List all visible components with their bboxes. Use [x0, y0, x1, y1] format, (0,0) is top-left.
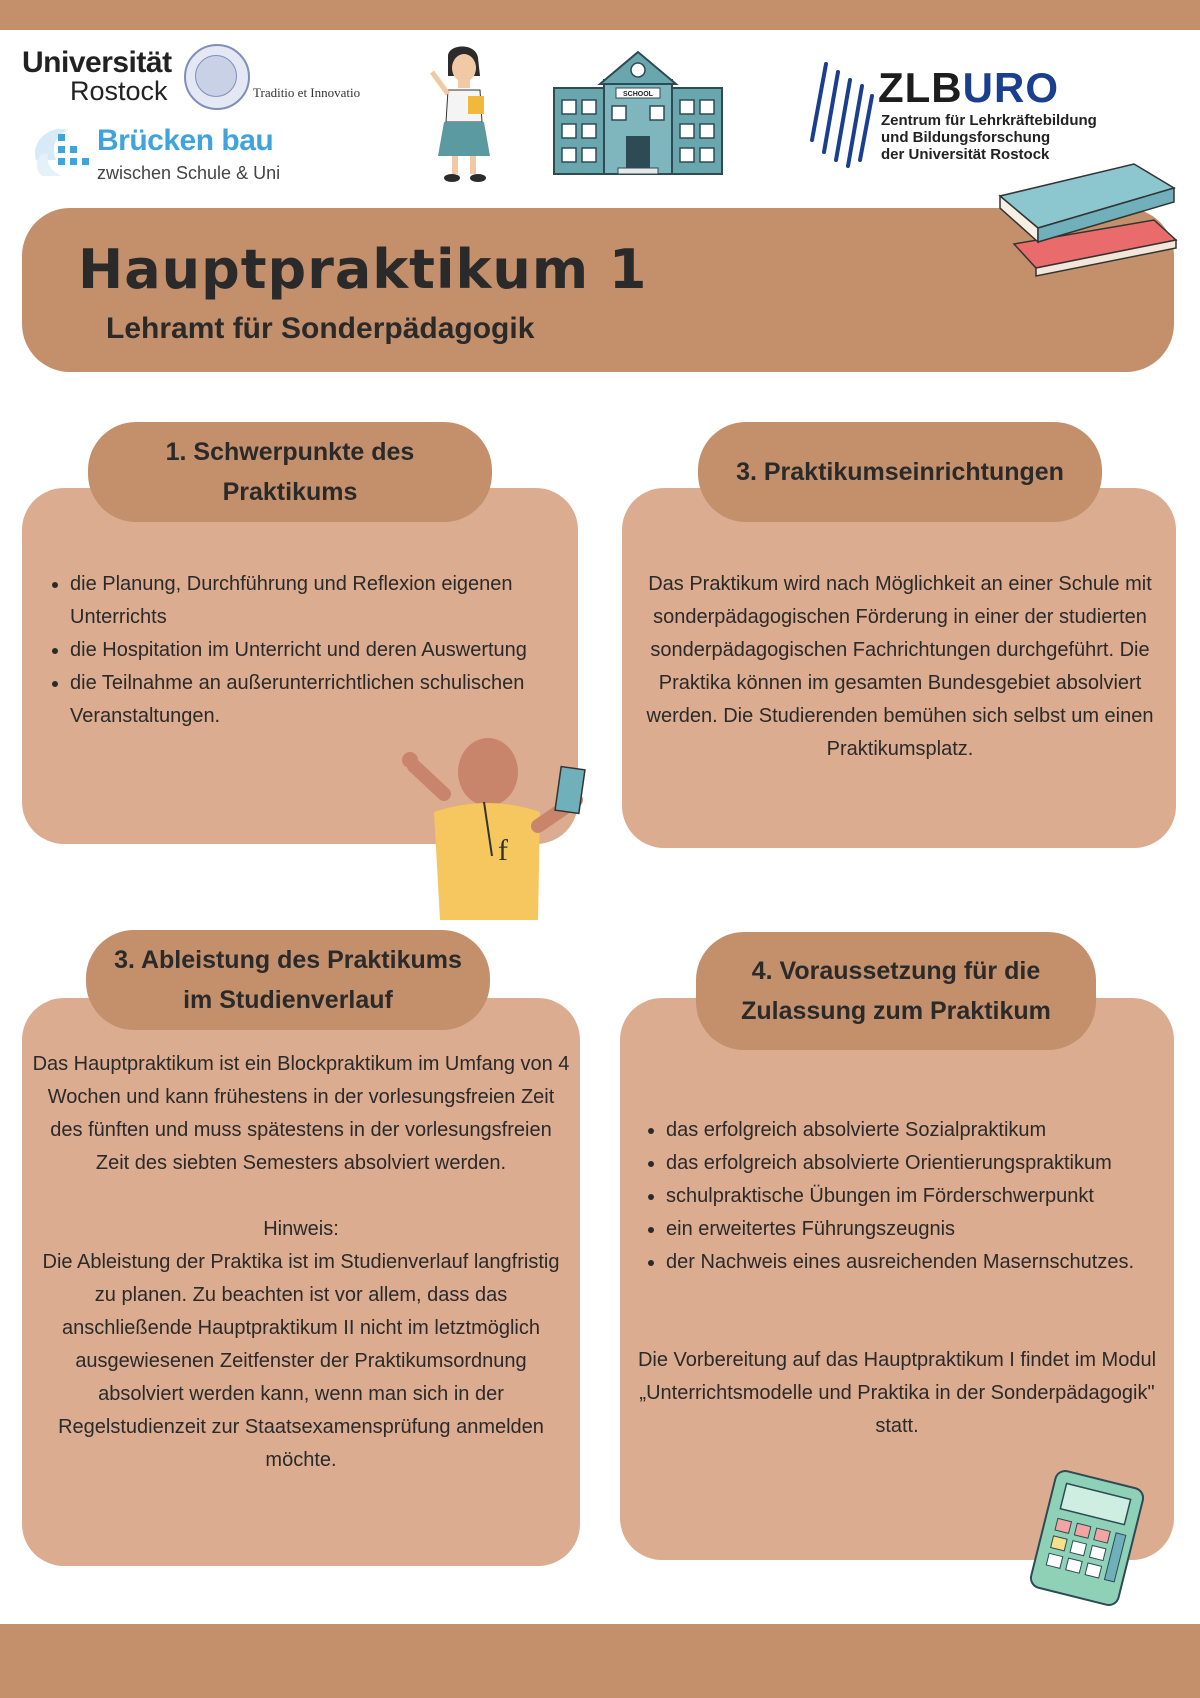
brueckenbau-title: Brücken bau	[97, 124, 274, 157]
section-3-note-label: Hinweis:	[263, 1218, 339, 1240]
section-3-note-body: Die Ableistung der Praktika ist im Studienverlauf langfristig zu planen. Zu beachten ist vor allem, dass das anschließende Hauptpraktikum II nicht im letztmöglich ausgewiesenen Zeitfenster der Praktikumsordnung absolviert werden kann, wenn man sich in der Regelstudienzeit zur Staatsexamensprüfung anmelden möchte.	[42, 1251, 560, 1471]
list-item: • die Hospitation im Unterricht und deren Auswertung	[70, 634, 566, 667]
top-band	[0, 0, 1200, 30]
university-logo	[22, 48, 172, 104]
student-girl-illustration	[430, 42, 500, 184]
section-4-footer: Die Vorbereitung auf das Hauptpraktikum I findet im Modul „Unterrichtsmodelle und Praktika in der Sonderpädagogik" statt.	[637, 1349, 1157, 1437]
zlburo-subtitle: Zentrum für Lehrkräftebildung und Bildungsforschung der Universität Rostock	[881, 112, 1097, 163]
section-1-heading: 1. Schwerpunkte des Praktikums	[88, 422, 492, 522]
books-stack-illustration	[994, 158, 1178, 278]
university-name-line1: Universität	[22, 46, 172, 79]
school-sign-text: SCHOOL	[623, 91, 653, 98]
list-item: • ein erweitertes Führungszeugnis	[666, 1213, 1172, 1246]
list-item: • der Nachweis eines ausreichenden Masernschutzes.	[666, 1246, 1172, 1279]
section-1-content	[46, 568, 566, 733]
bottom-band	[0, 1624, 1200, 1698]
teacher-illustration	[388, 738, 604, 920]
brueckenbau-logo-icon	[28, 120, 92, 186]
university-name-line2: Rostock	[70, 76, 168, 106]
list-item: • schulpraktische Übungen im Förderschwerpunkt	[666, 1180, 1172, 1213]
teacher-shirt-letter: f	[498, 834, 508, 867]
list-item: • die Planung, Durchführung und Reflexion eigenen Unterrichts	[70, 568, 566, 634]
list-item: • das erfolgreich absolvierte Orientierungspraktikum	[666, 1147, 1172, 1180]
list-item: • das erfolgreich absolvierte Sozialpraktikum	[666, 1114, 1172, 1147]
section-3-heading: 3. Ableistung des Praktikums im Studienverlauf	[86, 930, 490, 1030]
list-item: • die Teilnahme an außerunterrichtlichen schulischen Veranstaltungen.	[70, 667, 566, 733]
page-subtitle: Lehramt für Sonderpädagogik	[106, 312, 535, 345]
calculator-illustration	[1028, 1470, 1146, 1606]
section-4-heading: 4. Voraussetzung für die Zulassung zum Praktikum	[696, 932, 1096, 1050]
page-title: Hauptpraktikum 1	[78, 238, 648, 301]
section-4-content	[642, 1114, 1172, 1279]
zlburo-logo-icon	[802, 56, 882, 168]
school-building-illustration	[552, 50, 724, 176]
university-seal-icon	[184, 44, 250, 110]
university-motto: Traditio et Innovatio	[253, 85, 361, 100]
section-3-body: Das Hauptpraktikum ist ein Blockpraktikum im Umfang von 4 Wochen und kann frühestens in der vorlesungsfreien Zeit des fünften und muss spätestens in der vorlesungsfreien Zeit des siebten Semesters absolviert werden.	[32, 1053, 570, 1174]
zlburo-title: ZLBURO	[878, 64, 1059, 111]
section-2-heading: 3. Praktikumseinrichtungen	[698, 422, 1102, 522]
section-2-body: Das Praktikum wird nach Möglichkeit an einer Schule mit sonderpädagogischen Förderung in einer der studierten sonderpädagogischen Fachrichtungen durchgeführt. Die Praktika können im gesamten Bundesgebiet absolviert werden. Die Studierenden bemühen sich selbst um einen Praktikumsplatz.	[646, 573, 1154, 760]
brueckenbau-subtitle: zwischen Schule & Uni	[97, 163, 281, 183]
section-3-content	[32, 1048, 570, 1477]
